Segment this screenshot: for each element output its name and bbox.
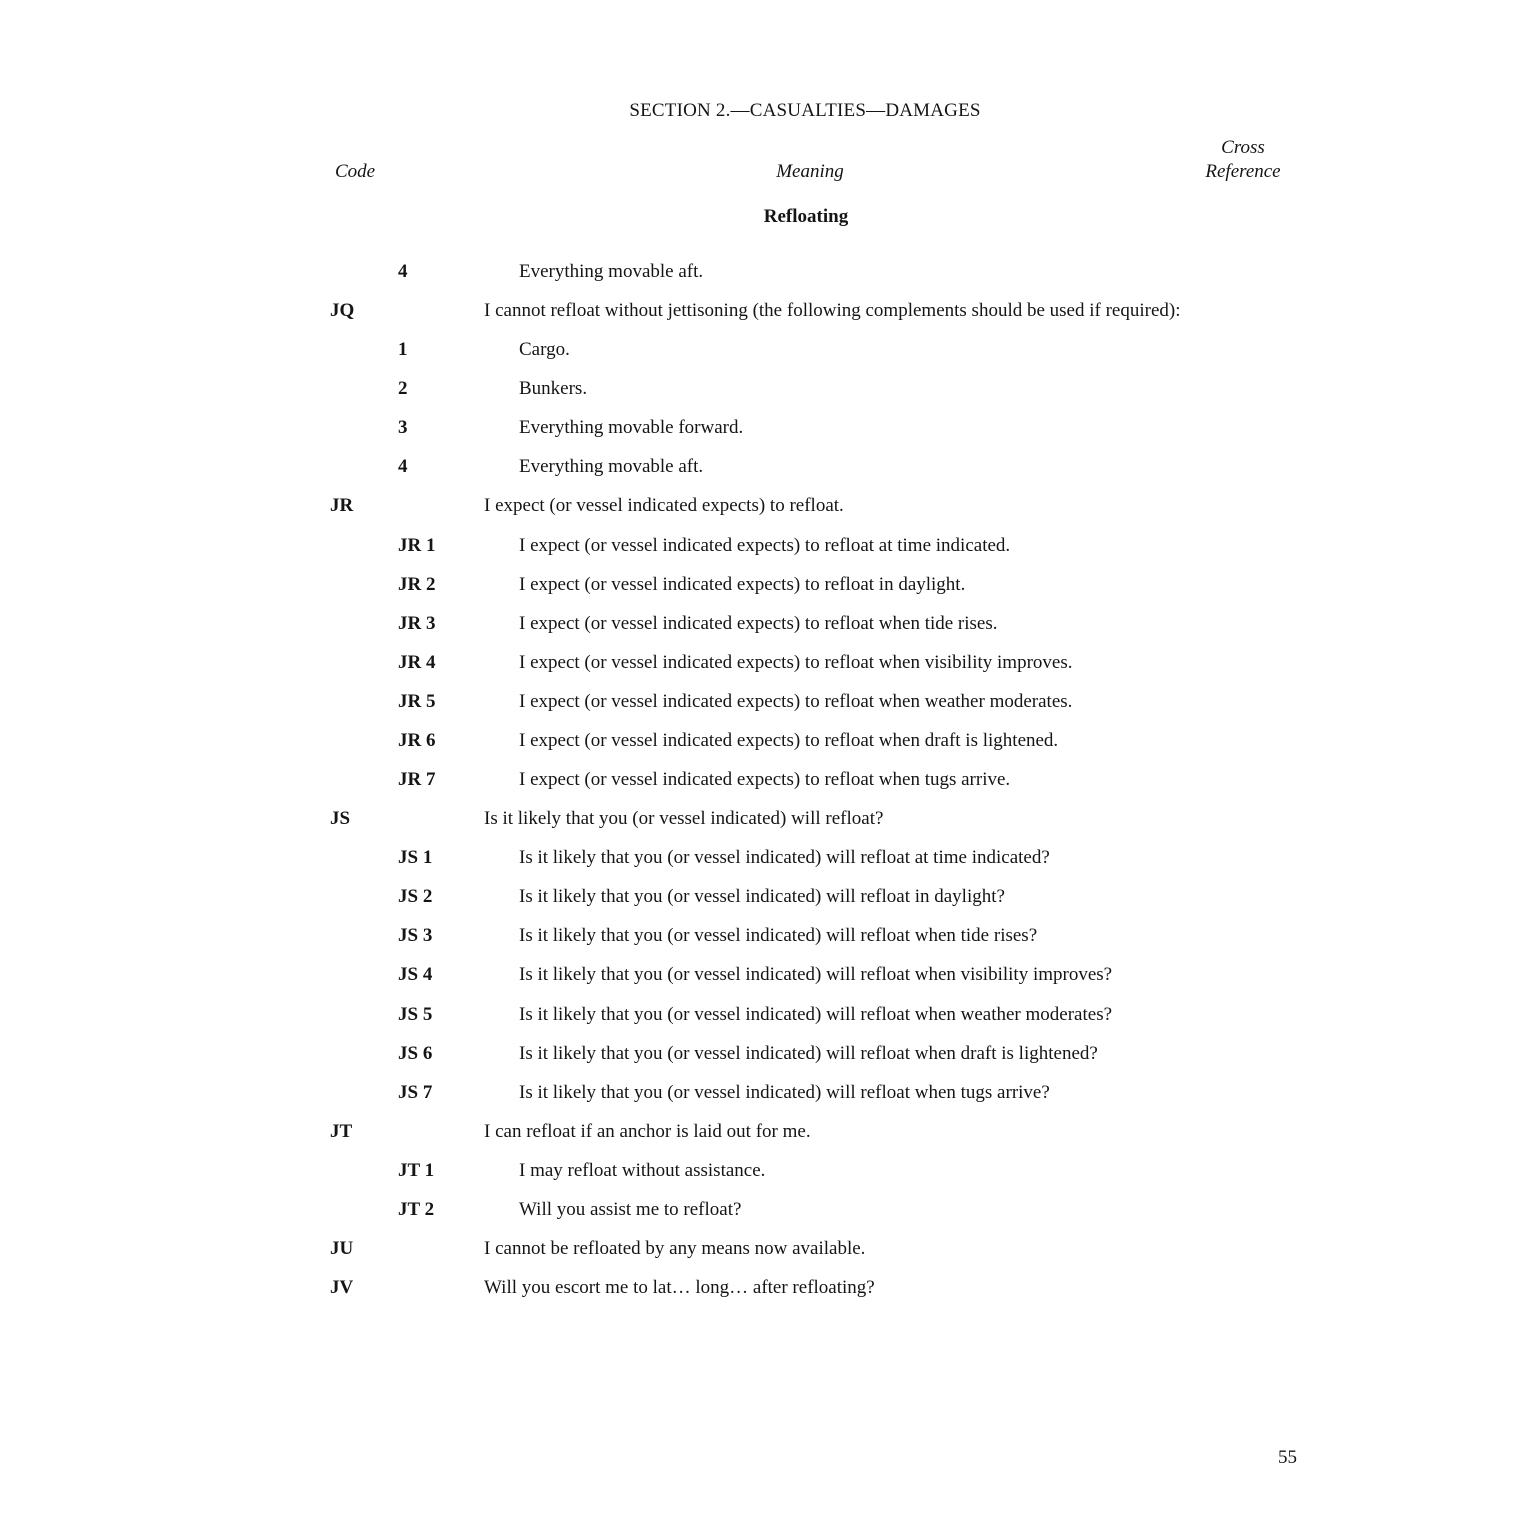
table-row [0, 486, 1540, 525]
meaning-text: I expect (or vessel indicated expects) to refloat when draft is lightened. [519, 729, 1059, 751]
page-number: 55 [1278, 1447, 1297, 1468]
meaning-text: I expect (or vessel indicated expects) to refloat when tide rises. [519, 612, 998, 634]
meaning-text: I expect (or vessel indicated expects) to refloat. [484, 495, 844, 517]
complement-code: JR 7 [398, 769, 436, 791]
complement-code: JS 7 [398, 1081, 433, 1103]
signal-code: JV [330, 1277, 354, 1299]
complement-code: JR 2 [398, 573, 436, 595]
meaning-text: Is it likely that you (or vessel indicated) will refloat when draft is lightened? [519, 1042, 1098, 1064]
meaning-text: Everything movable aft. [519, 456, 704, 478]
table-row [0, 1151, 1540, 1190]
meaning-text: I may refloat without assistance. [519, 1159, 766, 1181]
complement-code: 4 [398, 456, 408, 478]
meaning-text: Is it likely that you (or vessel indicated) will refloat? [484, 808, 884, 830]
table-row [0, 799, 1540, 838]
table-row [0, 369, 1540, 408]
table-row [0, 955, 1540, 994]
table-row [0, 291, 1540, 330]
column-header-cross: Cross [1221, 137, 1265, 158]
table-row [0, 447, 1540, 486]
meaning-text: Cargo. [519, 339, 570, 361]
complement-code: JR 3 [398, 612, 436, 634]
complement-code: JS 5 [398, 1003, 433, 1025]
table-row [0, 604, 1540, 643]
meaning-text: I expect (or vessel indicated expects) to refloat in daylight. [519, 573, 966, 595]
complement-code: JS 4 [398, 964, 433, 986]
table-row [0, 995, 1540, 1034]
table-row [0, 330, 1540, 369]
table-row [0, 565, 1540, 604]
section-title: SECTION 2.—CASUALTIES—DAMAGES [629, 100, 981, 121]
signal-code: JQ [330, 300, 355, 322]
complement-code: JT 2 [398, 1198, 435, 1220]
table-row [0, 1229, 1540, 1268]
meaning-text: Is it likely that you (or vessel indicated) will refloat when weather moderates? [519, 1003, 1113, 1025]
signal-code: JR [330, 495, 354, 517]
complement-code: JR 6 [398, 729, 436, 751]
complement-code: 3 [398, 417, 408, 439]
table-row [0, 1190, 1540, 1229]
table-row [0, 682, 1540, 721]
table-row [0, 1112, 1540, 1151]
meaning-text: Will you escort me to lat… long… after refloating? [484, 1277, 875, 1299]
meaning-text: Is it likely that you (or vessel indicated) will refloat in daylight? [519, 886, 1005, 908]
complement-code: JS 2 [398, 886, 433, 908]
table-row [0, 526, 1540, 565]
complement-code: JS 1 [398, 847, 433, 869]
table-row [0, 877, 1540, 916]
meaning-text: I can refloat if an anchor is laid out for me. [484, 1120, 811, 1142]
complement-code: JR 1 [398, 534, 436, 556]
table-row [0, 1268, 1540, 1307]
table-row [0, 838, 1540, 877]
complement-code: JR 4 [398, 651, 436, 673]
table-row [0, 408, 1540, 447]
signal-code: JS [330, 808, 351, 830]
complement-code: JT 1 [398, 1159, 435, 1181]
table-row [0, 721, 1540, 760]
meaning-text: I cannot be refloated by any means now available. [484, 1238, 866, 1259]
meaning-text: Is it likely that you (or vessel indicated) will refloat when tide rises? [519, 925, 1038, 947]
meaning-text: Everything movable forward. [519, 417, 744, 439]
column-header-reference: Reference [1205, 161, 1281, 182]
meaning-text: Is it likely that you (or vessel indicated) will refloat when visibility improves? [519, 964, 1113, 986]
table-row [0, 1034, 1540, 1073]
table-row [0, 1073, 1540, 1112]
complement-code: 2 [398, 378, 408, 400]
meaning-text: Bunkers. [519, 378, 588, 400]
table-row [0, 643, 1540, 682]
table-row [0, 916, 1540, 955]
meaning-text: I expect (or vessel indicated expects) to refloat when tugs arrive. [519, 769, 1011, 791]
meaning-text: I expect (or vessel indicated expects) to refloat at time indicated. [519, 534, 1011, 556]
complement-code: JS 3 [398, 925, 433, 947]
table-row [0, 760, 1540, 799]
column-header-code: Code [335, 161, 376, 182]
complement-code: 4 [398, 261, 408, 282]
signal-code: JU [330, 1238, 354, 1259]
meaning-text: Will you assist me to refloat? [519, 1198, 742, 1220]
meaning-text: Everything movable aft. [519, 261, 704, 282]
table-row [0, 252, 1540, 291]
meaning-text: I expect (or vessel indicated expects) to refloat when visibility improves. [519, 651, 1073, 673]
subsection-title: Refloating [763, 206, 849, 227]
meaning-text: I expect (or vessel indicated expects) to refloat when weather moderates. [519, 690, 1073, 712]
column-header-meaning: Meaning [776, 161, 844, 182]
meaning-text: Is it likely that you (or vessel indicated) will refloat at time indicated? [519, 847, 1050, 869]
meaning-text: I cannot refloat without jettisoning (the following complements should be used if required): [484, 300, 1181, 322]
signal-code: JT [330, 1120, 353, 1142]
complement-code: JR 5 [398, 690, 436, 712]
meaning-text: Is it likely that you (or vessel indicated) will refloat when tugs arrive? [519, 1081, 1050, 1103]
complement-code: JS 6 [398, 1042, 433, 1064]
complement-code: 1 [398, 339, 408, 361]
